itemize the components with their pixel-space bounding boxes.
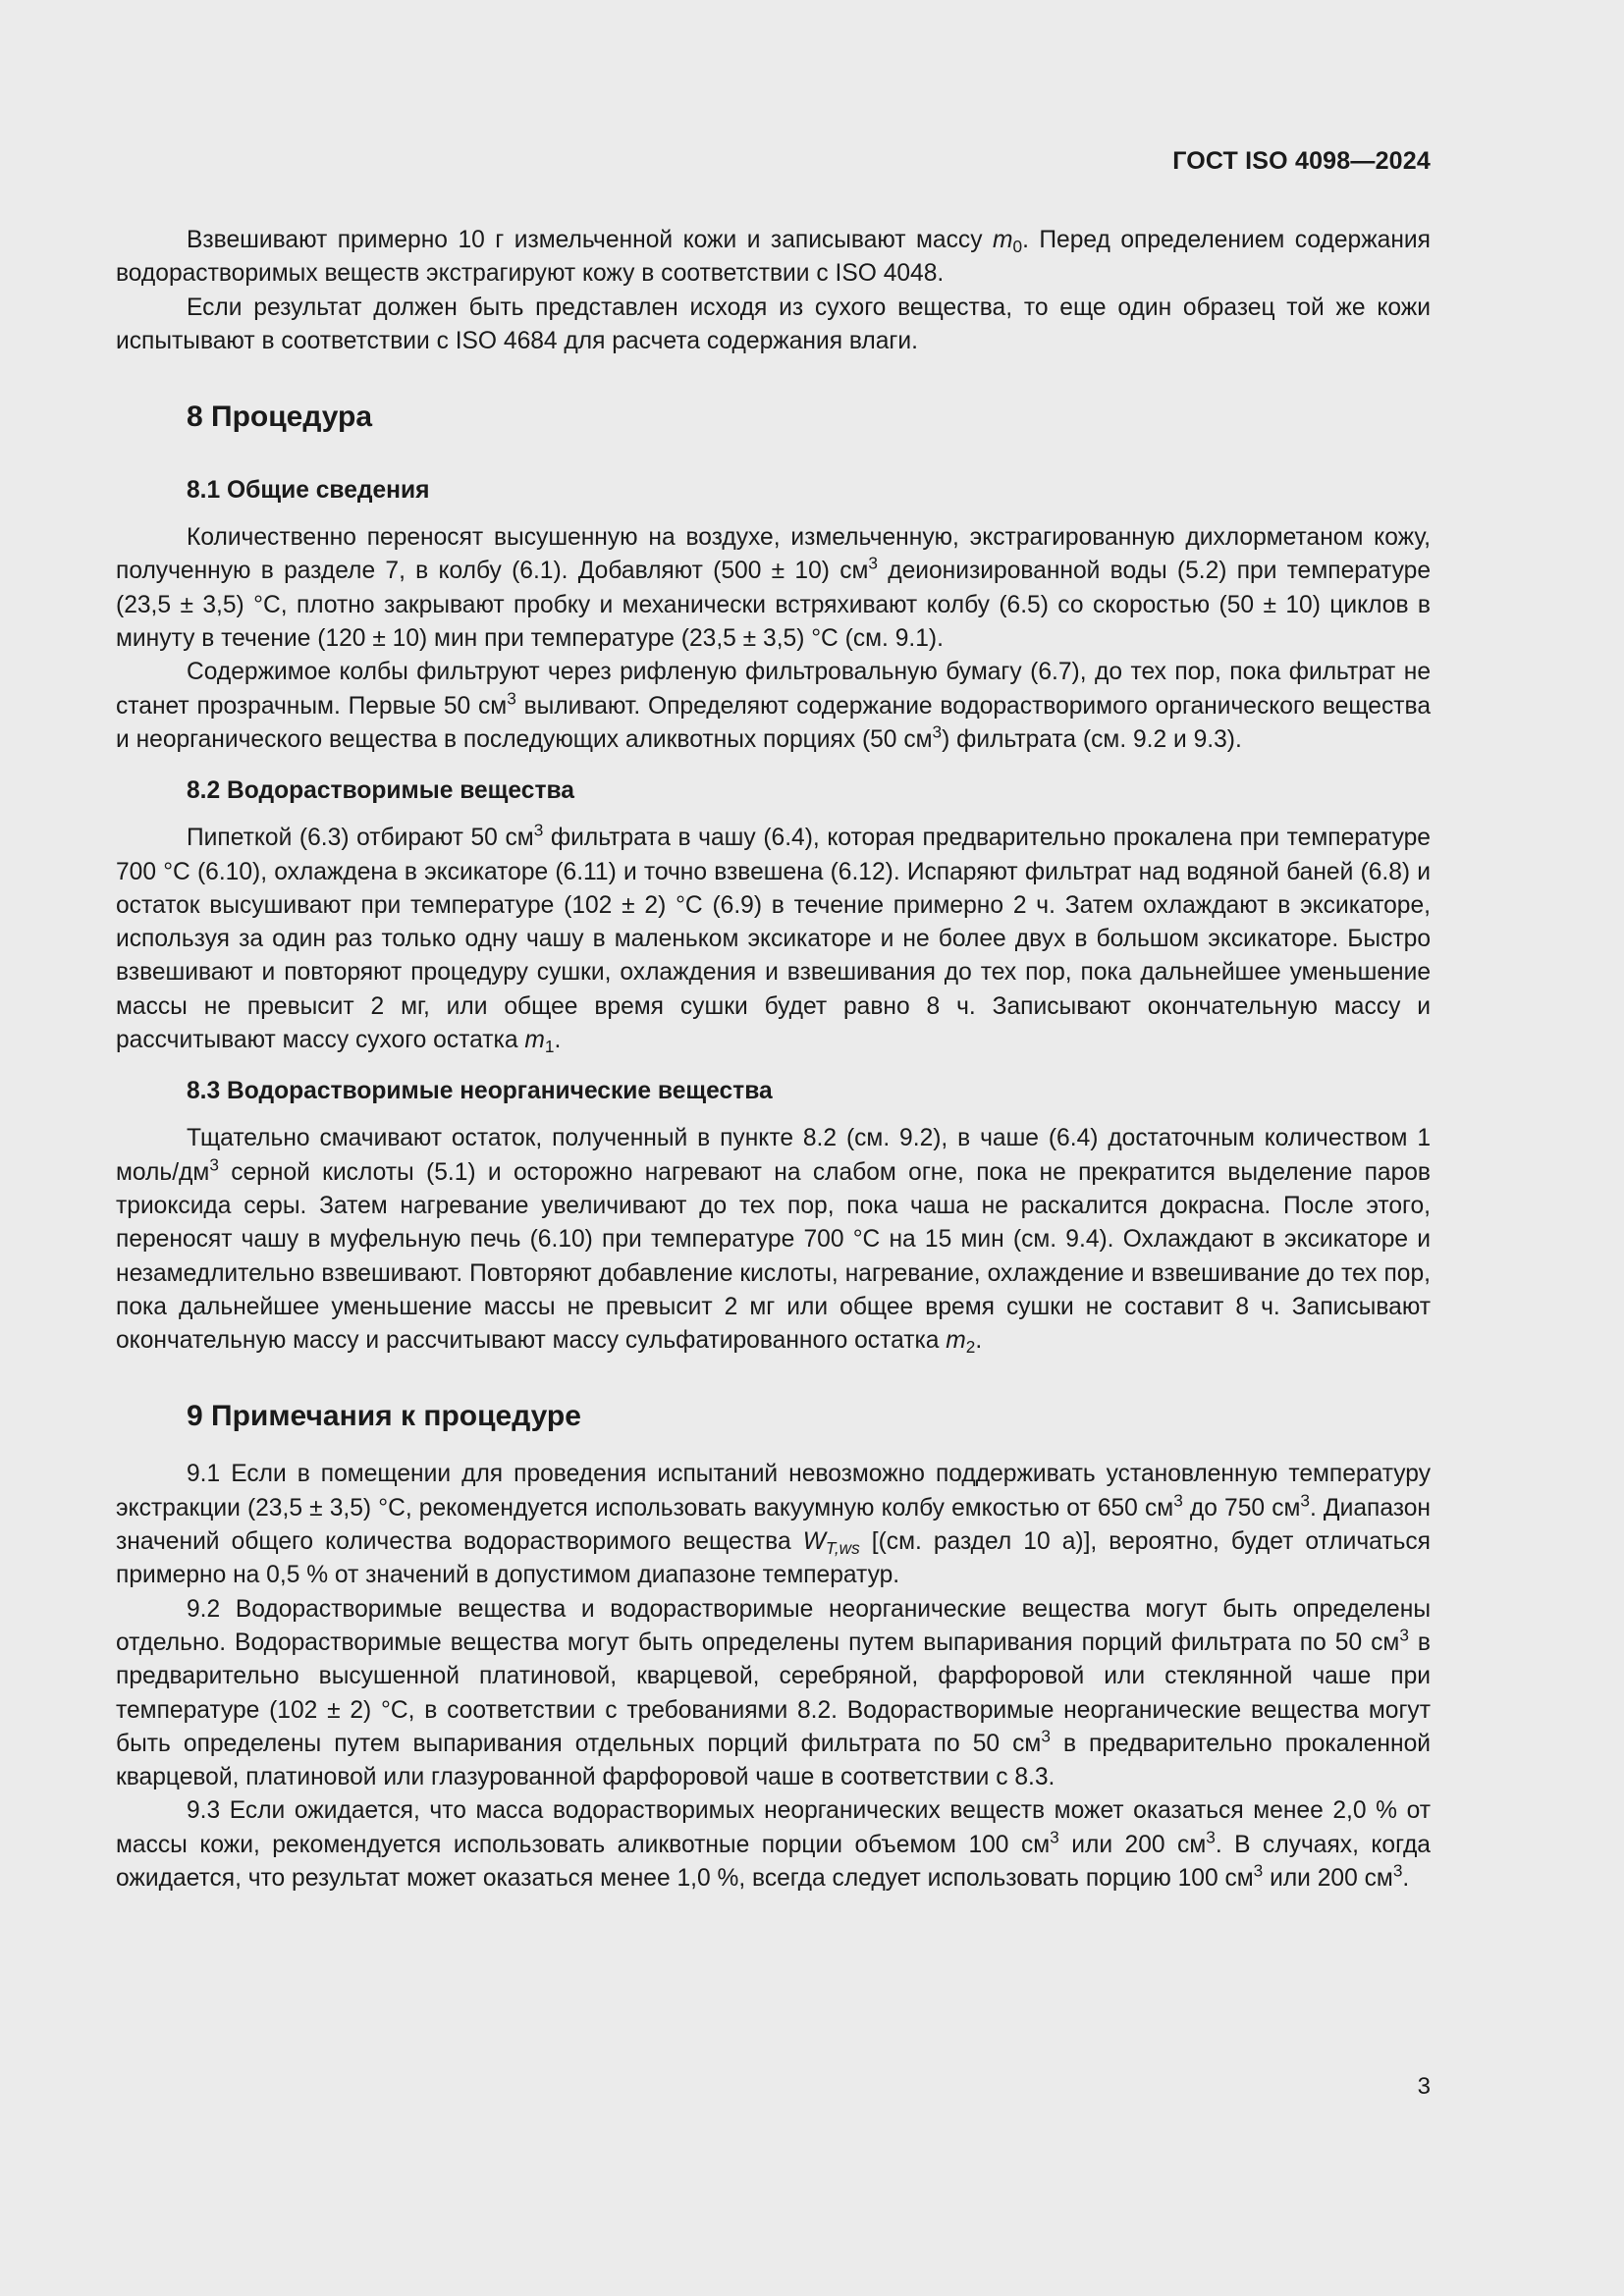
- subsection-8-1-heading: 8.1 Общие сведения: [187, 477, 430, 505]
- section-9-heading: 9 Примечания к процедуре: [187, 1400, 581, 1433]
- subsection-8-2-heading: 8.2 Водорастворимые вещества: [187, 777, 574, 805]
- subsection-8-3-heading: 8.3 Водорастворимые неорганические вещества: [187, 1078, 773, 1105]
- subsection-8-1-paragraph-1: Количественно переносят высушенную на воздухе, измельченную, экстрагированную дихлорметаном кожу, полученную в разделе 7, в колбу (6.1). Добавляют (500 ± 10) $см^3$ деионизированной воды (5.2) при температуре (23,5 ± 3,5) °C, плотно закрывают пробку и механически встряхивают колбу (6.5) со скоростью (50 ± 10) циклов в минуту в течение (120 ± 10) мин при температуре (23,5 ± 3,5) °C (см. 9.1).: [116, 524, 1432, 653]
- document-header-id: ГОСТ ISO 4098—2024: [1172, 147, 1431, 175]
- section-8-heading: 8 Процедура: [187, 400, 373, 434]
- intro-paragraph-2: Если результат должен быть представлен исходя из сухого вещества, то еще один образец той же кожи испытывают в соответствии с ISO 4684 для расчета содержания влаги.: [116, 294, 1431, 354]
- note-9-2: 9.2 Водорастворимые вещества и водорастворимые неорганические вещества могут быть определены отдельно. Водорастворимые вещества могут быть определены путем выпаривания порций фильтрата по 50 $см^3$ в предварительно высушенной платиновой, кварцевой, серебряной, фарфоровой или стеклянной чаше при температуре (102 ± 2) °C, в соответствии с требованиями 8.2. Водорастворимые неорганические вещества могут быть определены путем выпаривания отдельных порций фильтрата по 50 $см^3$ в предварительно прокаленной кварцевой, платиновой или глазурованной фарфоровой чаше в соответствии с 8.3.: [116, 1595, 1432, 1791]
- subsection-8-3-paragraph: Тщательно смачивают остаток, полученный в пункте 8.2 (см. 9.2), в чаше (6.4) достаточным количеством 1 моль/$дм^3$ серной кислоты (5.1) и осторожно нагревают на слабом огне, пока не прекратится выделение паров триоксида серы. Затем нагревание увеличивают до тех пор, пока чаша не раскалится докрасна. После этого, переносят чашу в муфельную печь (6.10) при температуре 700 °C на 15 мин (см. 9.4). Охлаждают в эксикаторе и незамедлительно взвешивают. Повторяют добавление кислоты, нагревание, охлаждение и взвешивание до тех пор, пока дальнейшее уменьшение массы не превысит 2 мг или общее время сушки не составит 8 ч. Записывают окончательную массу и рассчитывают массу сульфатированного остатка $m_2$.: [116, 1125, 1431, 1358]
- note-9-3: 9.3 Если ожидается, что масса водорастворимых неорганических веществ может оказаться менее 2,0 % от массы кожи, рекомендуется использовать аликвотные порции объемом 100 $см^3$ или 200 $см^3$. В случаях, когда ожидается, что результат может оказаться менее 1,0 %, всегда следует использовать порцию 100 $см^3$ или 200 $см^3$.: [116, 1797, 1431, 1892]
- subsection-8-1-paragraph-2: Содержимое колбы фильтруют через рифленую фильтровальную бумагу (6.7), до тех пор, пока фильтрат не станет прозрачным. Первые 50 $см^3$ выливают. Определяют содержание водорастворимого органического вещества и неорганического вещества в последующих аликвотных порциях (50 $см^3$) фильтрата (см. 9.2 и 9.3).: [116, 659, 1431, 753]
- page-number: 3: [1417, 2073, 1431, 2100]
- intro-paragraph-1: Взвешивают примерно 10 г измельченной кожи и записывают массу $m_0$. Перед определением содержания водорастворимых веществ экстрагируют кожу в соответствии с ISO 4048.: [116, 227, 1431, 288]
- subsection-8-2-paragraph: Пипеткой (6.3) отбирают 50 $см^3$ фильтрата в чашу (6.4), которая предварительно прокалена при температуре 700 °C (6.10), охлаждена в эксикаторе (6.11) и точно взвешена (6.12). Испаряют фильтрат над водяной баней (6.8) и остаток высушивают при температуре (102 ± 2) °C (6.9) в течение примерно 2 ч. Затем охлаждают в эксикаторе, используя за один раз только одну чашу в маленьком эксикаторе и не более двух в большом эксикаторе. Быстро взвешивают и повторяют процедуру сушки, охлаждения и взвешивания до тех пор, пока дальнейшее уменьшение массы не превысит 2 мг, или общее время сушки будет равно 8 ч. Записывают окончательную массу и рассчитывают массу сухого остатка $m_1$.: [116, 820, 1431, 1057]
- document-body: [116, 224, 1431, 1896]
- note-9-1: 9.1 Если в помещении для проведения испытаний невозможно поддерживать установленную температуру экстракции (23,5 ± 3,5) °C, рекомендуется использовать вакуумную колбу емкостью от 650 $см^3$ до 750 $см^3$. Диапазон значений общего количества водорастворимого вещества $W_{T,ws}$ [(см. раздел 10 а)], вероятно, будет отличаться примерно на 0,5 % от значений в допустимом диапазоне температур.: [116, 1461, 1432, 1589]
